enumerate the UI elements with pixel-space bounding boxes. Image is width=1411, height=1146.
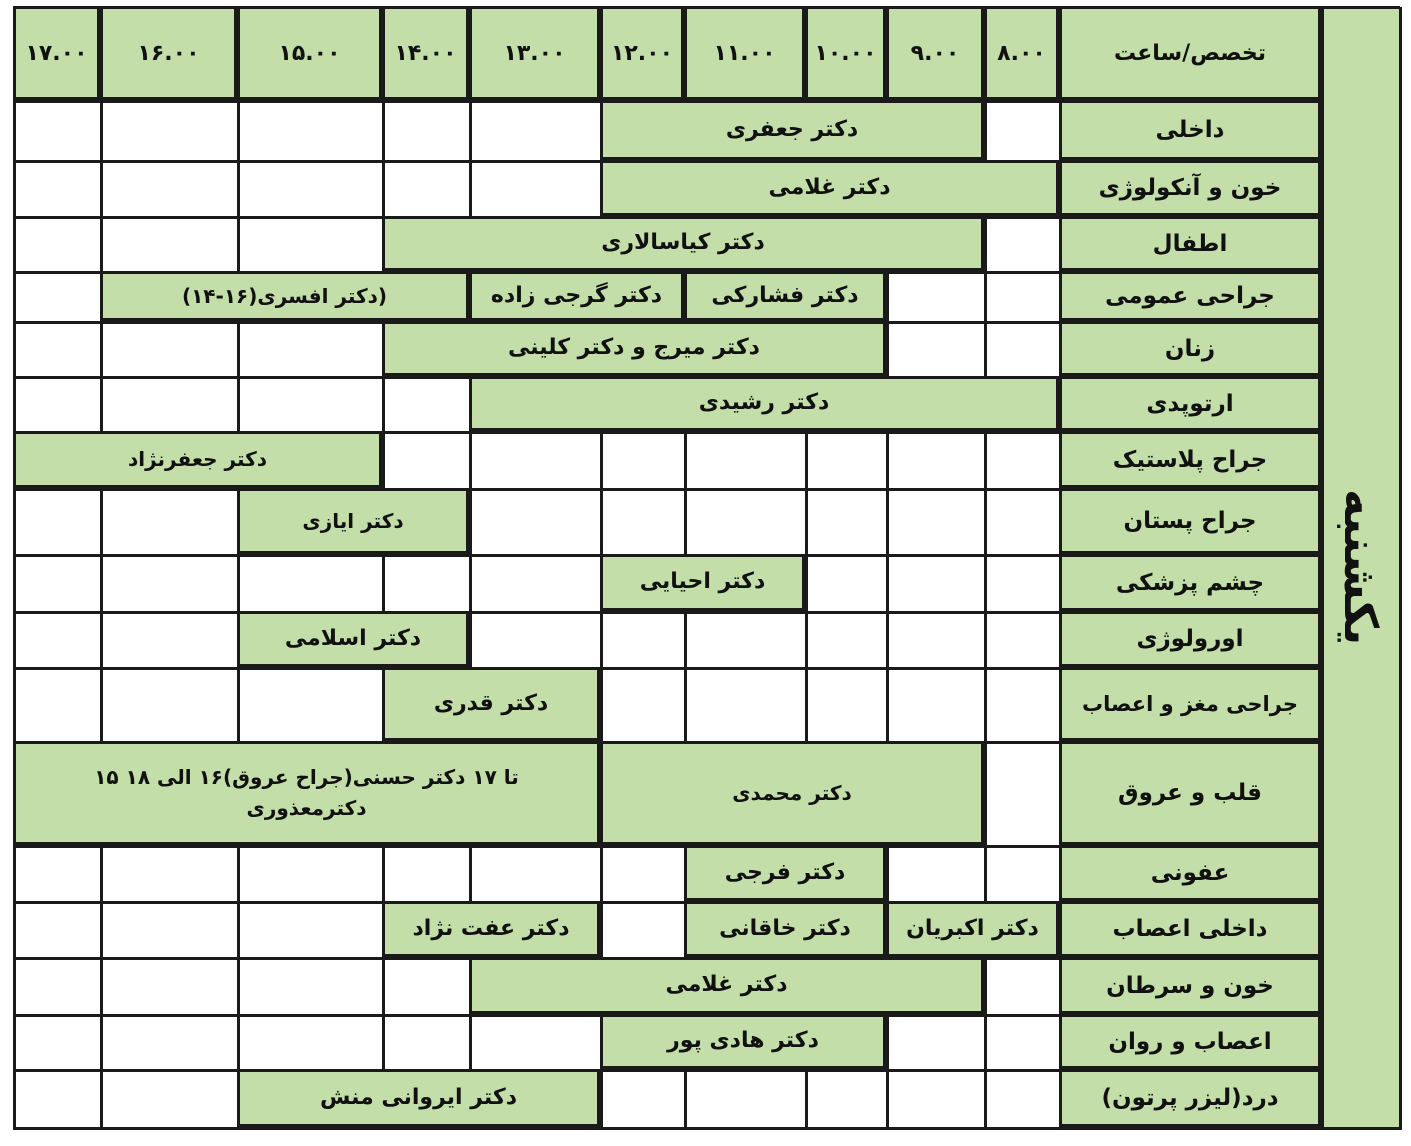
specialty-hematology-oncology: خون و آنکولوژی	[1059, 160, 1321, 216]
specialty-neurology: داخلی اعصاب	[1059, 901, 1321, 957]
grid-line	[1321, 7, 1324, 1130]
assignment-block-multiline	[13, 741, 600, 845]
header-hour-17: ۱۷.۰۰	[13, 6, 100, 100]
grid-line	[237, 7, 240, 1130]
header-hour-12: ۱۲.۰۰	[600, 6, 684, 100]
assignment-block: دکتر میرج و دکتر کلینی	[382, 321, 886, 376]
header-specialty-hour: تخصص/ساعت	[1059, 6, 1321, 100]
grid-line	[382, 7, 385, 1130]
specialty-infectious: عفونی	[1059, 845, 1321, 901]
assignment-block: دکتر فرجی	[684, 845, 886, 901]
assignment-block: دکتر فشارکی	[684, 271, 886, 321]
assignment-block: دکتر ایازی	[237, 488, 469, 554]
header-hour-9: ۹.۰۰	[886, 6, 984, 100]
assignment-block: دکتر افسری(۱۶-۱۴))	[100, 271, 469, 321]
specialty-urology: اورولوژی	[1059, 611, 1321, 667]
specialty-ophthalmology: چشم پزشکی	[1059, 554, 1321, 611]
assignment-block: دکتر اکبریان	[886, 901, 1059, 957]
specialty-pain-laser: درد(لیزر پرتون)	[1059, 1069, 1321, 1127]
header-hour-11: ۱۱.۰۰	[684, 6, 805, 100]
specialty-plastic-surgery: جراح پلاستیک	[1059, 431, 1321, 488]
assignment-line: ۱۵ تا ۱۷ دکتر حسنی(جراح عروق)۱۶ الی ۱۸	[94, 765, 519, 789]
specialty-hematology-cancer: خون و سرطان	[1059, 957, 1321, 1014]
assignment-block: دکتر اسلامی	[237, 611, 469, 667]
header-hour-14: ۱۴.۰۰	[382, 6, 469, 100]
assignment-block: دکتر خاقانی	[684, 901, 886, 957]
specialty-psychiatry: اعصاب و روان	[1059, 1014, 1321, 1069]
specialty-orthopedics: ارتوپدی	[1059, 376, 1321, 431]
grid-line	[100, 7, 103, 1130]
assignment-block: دکتر غلامی	[600, 160, 1059, 216]
specialty-neurosurgery: جراحی مغز و اعصاب	[1059, 667, 1321, 741]
assignment-block: دکتر ایروانی منش	[237, 1069, 600, 1127]
assignment-block: دکتر گرجی زاده	[469, 271, 684, 321]
grid-line	[1399, 7, 1402, 1130]
specialty-breast-surgery: جراح پستان	[1059, 488, 1321, 554]
header-hour-15: ۱۵.۰۰	[237, 6, 382, 100]
specialty-pediatrics: اطفال	[1059, 216, 1321, 271]
header-hour-16: ۱۶.۰۰	[100, 6, 237, 100]
assignment-block: دکتر رشیدی	[469, 376, 1059, 431]
assignment-block: دکتر غلامی	[469, 957, 984, 1014]
header-hour-13: ۱۳.۰۰	[469, 6, 600, 100]
grid-line	[14, 1127, 1400, 1130]
assignment-block: دکتر جعفرنژاد	[13, 431, 382, 488]
assignment-block: دکتر جعفری	[600, 100, 984, 160]
assignment-line: دکترمعذوری	[246, 796, 367, 820]
assignment-block: دکتر قدری	[382, 667, 600, 741]
assignment-block: دکتر کیاسالاری	[382, 216, 984, 271]
header-hour-8: ۸.۰۰	[984, 6, 1059, 100]
day-label: یکشنبه	[1322, 7, 1400, 1128]
assignment-block: دکتر احیایی	[600, 554, 805, 611]
assignment-block: دکتر هادی پور	[600, 1014, 886, 1069]
assignment-block: دکتر عفت نژاد	[382, 901, 600, 957]
specialty-general-surgery: جراحی عمومی	[1059, 271, 1321, 321]
assignment-block: دکتر محمدی	[600, 741, 984, 845]
specialty-gynecology: زنان	[1059, 321, 1321, 376]
header-hour-10: ۱۰.۰۰	[805, 6, 886, 100]
specialty-internal: داخلی	[1059, 100, 1321, 160]
grid-line	[13, 7, 16, 1130]
specialty-cardiology: قلب و عروق	[1059, 741, 1321, 845]
